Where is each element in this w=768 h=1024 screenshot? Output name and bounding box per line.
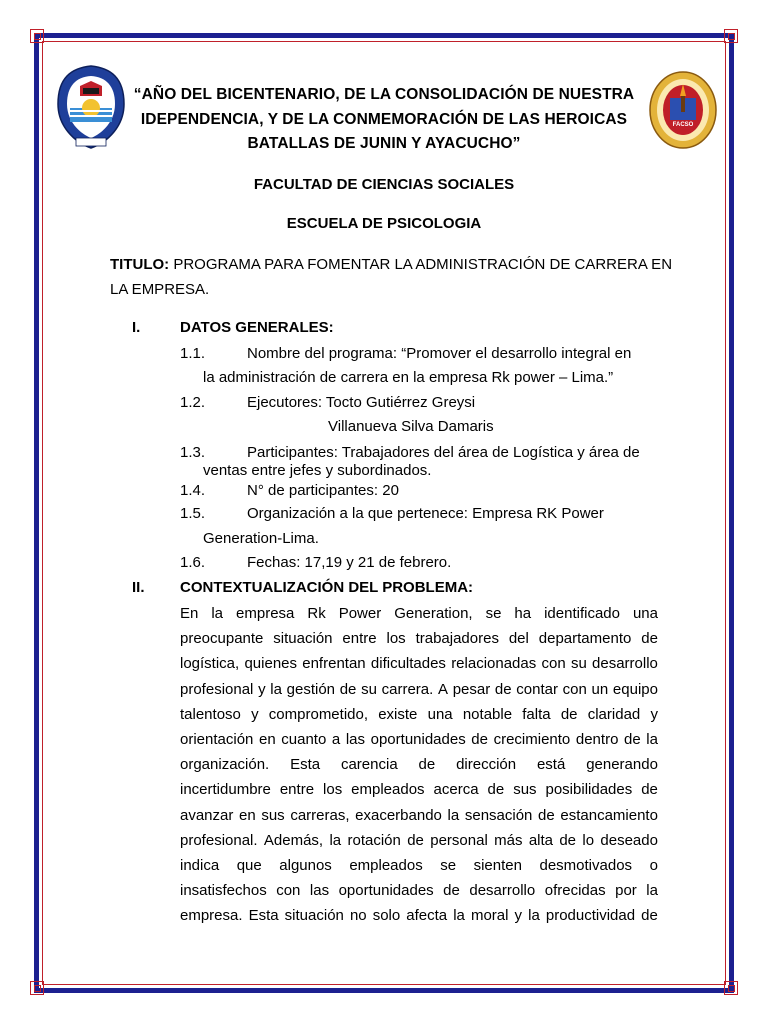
paragraph-line: insatisfechos con las oportunidades de desarrollo ofrecidas por la [180, 882, 658, 900]
paragraph-line: incertidumbre entre los empleados acerca de sus posibilidades de [180, 781, 658, 799]
paragraph-line: logística, quienes enfrentan dificultades relacionadas con su desarrollo [180, 655, 658, 673]
paragraph-line: profesional y la gestión de su carrera. A pesar de contar con un equipo [180, 680, 658, 698]
border-corner-ornament [724, 29, 738, 43]
school-title: ESCUELA DE PSICOLOGIA [286, 215, 482, 232]
faculty-title: FACULTAD DE CIENCIAS SOCIALES [253, 176, 515, 193]
motto-line-3: BATALLAS DE JUNIN Y AYACUCHO” [247, 135, 521, 152]
paragraph-line: organización. Esta carencia de dirección está generando [180, 756, 658, 774]
title-text-line-2: LA EMPRESA. [110, 281, 210, 298]
section-2-numeral: II. [132, 579, 145, 596]
item-1-3-number: 1.3. [180, 444, 206, 461]
item-1-2-line-1: Ejecutores: Tocto Gutiérrez Greysi [247, 394, 476, 411]
border-corner-ornament [30, 29, 44, 43]
item-1-1-line-2: la administración de carrera en la empresa Rk power – Lima.” [203, 369, 614, 386]
paragraph-line: orientación en cuanto a las oportunidades de crecimiento dentro de la [180, 730, 658, 748]
border-corner-ornament [724, 981, 738, 995]
item-1-6-number: 1.6. [180, 554, 206, 571]
paragraph-line: profesional. Además, la rotación de personal más alta de lo deseado [180, 831, 658, 849]
motto-line-1: “AÑO DEL BICENTENARIO, DE LA CONSOLIDACIÓN DE NUESTRA [133, 86, 635, 103]
paragraph-line: talentoso y comprometido, existe una notable falta de claridad y [180, 705, 658, 723]
problem-context-paragraph [180, 601, 658, 928]
faculty-facso-logo-label: FACSO [672, 122, 694, 128]
item-1-5-line-1: Organización a la que pertenece: Empresa RK Power [247, 505, 604, 522]
title-text-line-1: PROGRAMA PARA FOMENTAR LA ADMINISTRACIÓN DE CARRERA EN [169, 256, 673, 273]
item-1-4-line-1: N° de participantes: 20 [247, 482, 399, 499]
border-corner-ornament [30, 981, 44, 995]
item-1-5-number: 1.5. [180, 505, 206, 522]
university-seal-logo [56, 64, 126, 150]
faculty-facso-logo [648, 68, 718, 154]
paragraph-line: empresa. Esta situación no solo afecta la moral y la productividad de [180, 907, 658, 925]
section-2-heading: CONTEXTUALIZACIÓN DEL PROBLEMA: [180, 579, 474, 596]
item-1-5-line-2: Generation-Lima. [203, 530, 319, 547]
section-1-heading: DATOS GENERALES: [180, 319, 334, 336]
item-1-2-number: 1.2. [180, 394, 206, 411]
paragraph-line: avanzar en sus carreras, exacerbando la sensación de estancamiento [180, 806, 658, 824]
paragraph-line: indica que algunos empleados se sienten desmotivados o [180, 856, 658, 874]
item-1-1-line-1: Nombre del programa: “Promover el desarrollo integral en [247, 345, 632, 362]
paragraph-line: preocupante situación entre los trabajadores del departamento de [180, 630, 658, 648]
motto-line-2: IDEPENDENCIA, Y DE LA CONMEMORACIÓN DE LAS HEROICAS [140, 111, 628, 128]
item-1-3-line-1: Participantes: Trabajadores del área de Logística y área de [247, 444, 640, 461]
title-label: TITULO: [110, 256, 170, 273]
item-1-2-line-2: Villanueva Silva Damaris [328, 418, 494, 435]
item-1-4-number: 1.4. [180, 482, 206, 499]
item-1-6-line-1: Fechas: 17,19 y 21 de febrero. [247, 554, 452, 571]
item-1-3-line-2: ventas entre jefes y subordinados. [203, 462, 432, 479]
section-1-numeral: I. [132, 319, 141, 336]
item-1-1-number: 1.1. [180, 345, 206, 362]
document-title [110, 256, 672, 273]
paragraph-line: En la empresa Rk Power Generation, se ha identificado una [180, 605, 658, 622]
